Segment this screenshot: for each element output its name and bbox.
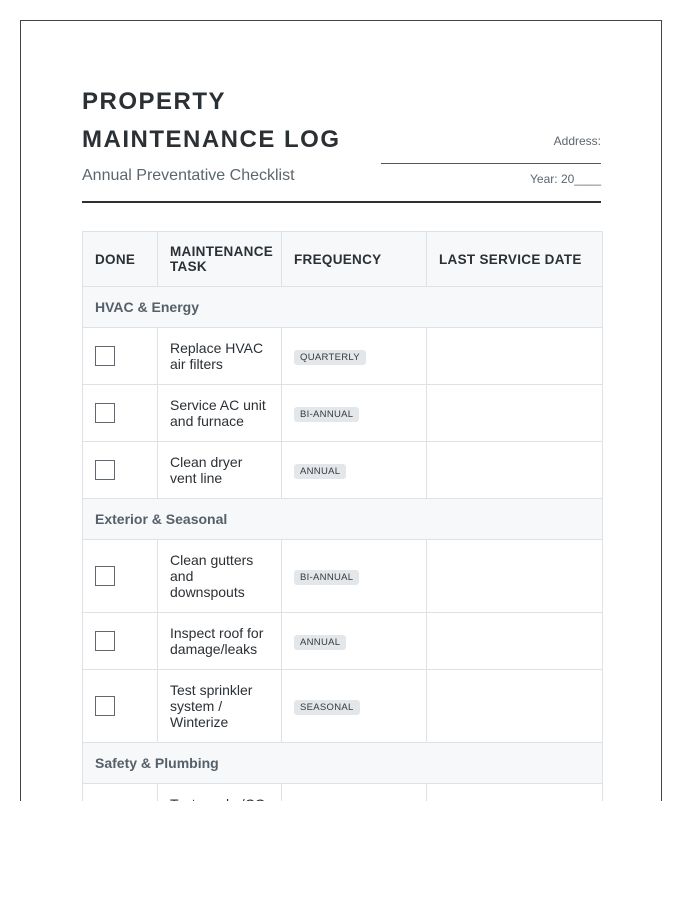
column-header-done: DONE: [83, 232, 158, 287]
section-title: Exterior & Seasonal: [83, 499, 603, 540]
table-row: [83, 385, 603, 442]
table-row: [83, 540, 603, 613]
section-title: HVAC & Energy: [83, 287, 603, 328]
section-row: [83, 743, 603, 784]
frequency-badge: QUARTERLY: [294, 350, 366, 365]
task-name: Inspect roof for damage/leaks: [158, 613, 282, 670]
last-service-date-cell[interactable]: [427, 670, 603, 743]
column-header-task: MAINTENANCE TASK: [158, 232, 282, 287]
maintenance-table: [82, 231, 603, 869]
section-row: [83, 287, 603, 328]
year-field[interactable]: Year: 20____: [530, 172, 601, 186]
frequency-badge: ANNUAL: [294, 635, 346, 650]
task-name: Replace HVAC air filters: [158, 328, 282, 385]
address-label: Address:: [553, 134, 601, 148]
section-title: Safety & Plumbing: [83, 743, 603, 784]
column-header-last-service: LAST SERVICE DATE: [427, 232, 603, 287]
frequency-badge: BI-ANNUAL: [294, 407, 359, 422]
frequency-badge: ANNUAL: [294, 464, 346, 479]
page-title: PROPERTY MAINTENANCE LOG: [82, 88, 341, 153]
frequency-badge: BI-ANNUAL: [294, 570, 359, 585]
address-field[interactable]: [381, 163, 601, 164]
document-header: [82, 83, 601, 203]
table-header-row: [83, 232, 603, 287]
task-name: Clean gutters and downspouts: [158, 540, 282, 613]
task-name: Clean dryer vent line: [158, 442, 282, 499]
table-row: [83, 670, 603, 743]
frequency-badge: SEASONAL: [294, 700, 360, 715]
section-row: [83, 499, 603, 540]
page-cutoff-area: [0, 801, 700, 900]
checklist-page: [20, 20, 662, 802]
task-name: Service AC unit and furnace: [158, 385, 282, 442]
last-service-date-cell[interactable]: [427, 385, 603, 442]
done-checkbox[interactable]: [95, 346, 115, 366]
page-subtitle: Annual Preventative Checklist: [82, 167, 295, 184]
table-row: [83, 328, 603, 385]
last-service-date-cell[interactable]: [427, 540, 603, 613]
last-service-date-cell[interactable]: [427, 328, 603, 385]
column-header-frequency: FREQUENCY: [282, 232, 427, 287]
table-row: [83, 442, 603, 499]
last-service-date-cell[interactable]: [427, 613, 603, 670]
done-checkbox[interactable]: [95, 403, 115, 423]
done-checkbox[interactable]: [95, 566, 115, 586]
last-service-date-cell[interactable]: [427, 442, 603, 499]
table-row: [83, 613, 603, 670]
task-name: Test sprinkler system / Winterize: [158, 670, 282, 743]
done-checkbox[interactable]: [95, 696, 115, 716]
done-checkbox[interactable]: [95, 460, 115, 480]
done-checkbox[interactable]: [95, 631, 115, 651]
